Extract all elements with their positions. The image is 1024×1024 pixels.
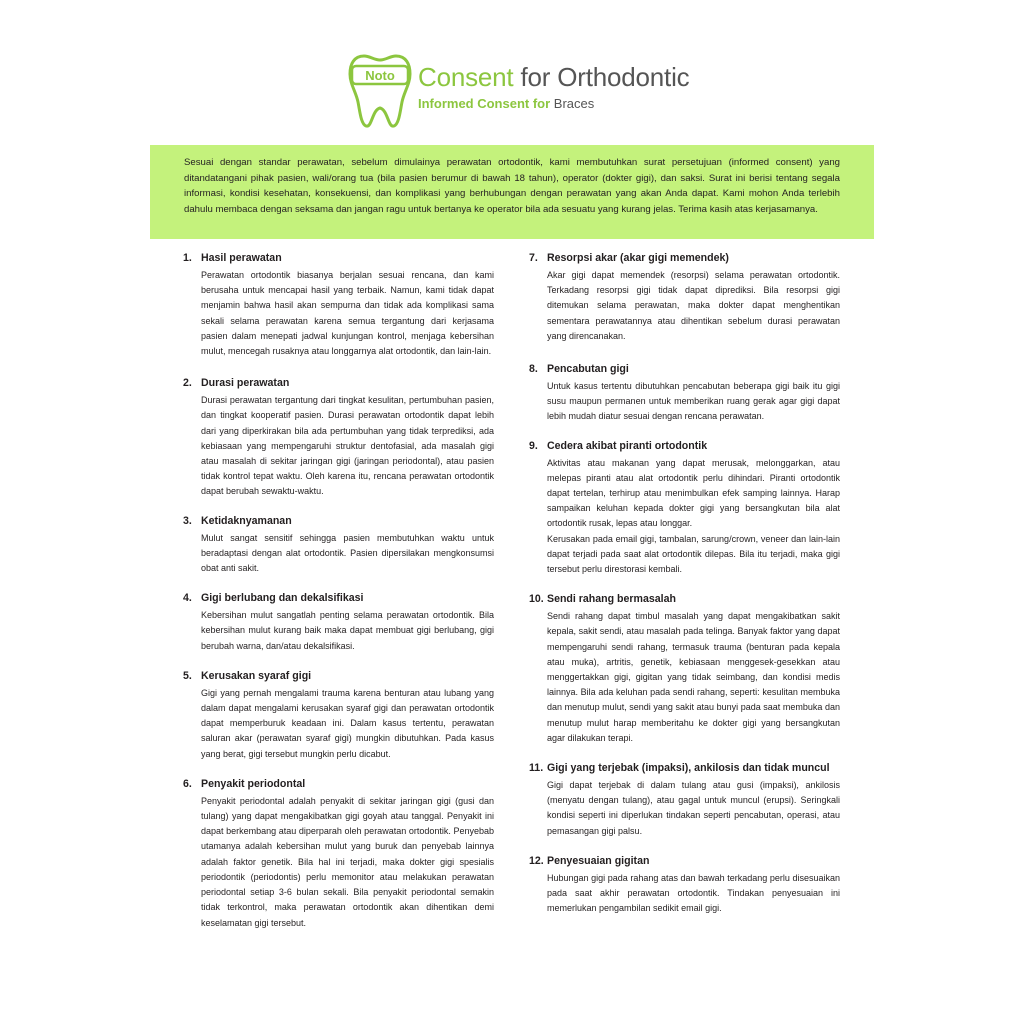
section-paragraph: Hubungan gigi pada rahang atas dan bawah terkadang perlu disesuaikan pada saat akhir perawatan ortodontik. Tindakan penyesuaian ini memerlukan pengambilan sedikit email gigi. [547, 872, 840, 914]
section-heading [183, 376, 494, 391]
section-heading [529, 592, 840, 607]
section-title: Ketidaknyamanan [201, 514, 292, 527]
section-number: 3. [183, 514, 192, 527]
section-title: Gigi yang terjebak (impaksi), ankilosis dan tidak muncul [547, 762, 830, 775]
section-paragraph: Kebersihan mulut sangatlah penting selama perawatan ortodontik. Bila kebersihan mulut kurang baik maka dapat membuat gigi berlubang, gigi berubah warna, dan/atau dekalsifikasi. [201, 610, 494, 651]
section-title: Pencabutan gigi [547, 363, 629, 376]
section-number: 5. [183, 669, 192, 682]
section-10 [529, 592, 840, 746]
section-paragraph: Akar gigi dapat memendek (resorpsi) selama perawatan ortodontik. Terkadang resorpsi gigi tidak dapat diprediksi. Bila resorpsi gigi ditemukan selama perawatan, maka dokter dapat menghentikan sementara perawatannya atau dihentikan sebelum durasi perawatan yang direncanakan. [547, 270, 840, 341]
tooth-logo-icon [348, 50, 412, 130]
document-subtitle [418, 96, 594, 111]
column-right [529, 251, 840, 917]
section-body [201, 268, 494, 359]
section-4 [183, 591, 494, 654]
section-paragraph: Gigi yang pernah mengalami trauma karena benturan atau lubang yang dalam dapat mengalami kerusakan syaraf gigi dan perawatan ortodontik dapat memperburuk keadaan ini. Dalam kasus tertentu, perawatan saluran akar (perawatan syaraf gigi) mungkin dibutuhkan. Pada kasus yang berat, gigi tersebut mungkin perlu dicabut. [201, 687, 494, 759]
section-title: Gigi berlubang dan dekalsifikasi [201, 592, 364, 605]
logo-text: Noto [365, 68, 395, 83]
section-3 [183, 514, 494, 577]
section-body [201, 531, 494, 577]
section-body [547, 456, 840, 578]
section-paragraph: Durasi perawatan tergantung dari tingkat kesulitan, pertumbuhan pasien, dan tingkat kooperatif pasien. Durasi perawatan ortodontik dapat lebih dari yang diperkirakan bila ada pertumbuhan yang tidak terprediksi, ada kebiasaan yang mempengaruhi struktur dentofasial, ada masalah gigi atau masalah di sekitar jaringan gigi (jaringan periodontal), atau pasien tidak kontrol tepat waktu. Oleh karena itu, rencana perawatan ortodontik dapat berubah sewaktu-waktu. [201, 395, 494, 497]
section-number: 6. [183, 777, 192, 790]
section-paragraph: Kerusakan pada email gigi, tambalan, sarung/crown, veneer dan lain-lain dapat terjadi pada saat alat ortodontik dilepas. Bila itu terjadi, maka gigi tersebut perlu direstorasi kembali. [547, 533, 840, 575]
subtitle-accent: Informed Consent for [418, 96, 551, 111]
section-heading [183, 777, 494, 792]
section-paragraph: Mulut sangat sensitif sehingga pasien membutuhkan waktu untuk beradaptasi dengan alat ortodontik. Pasien dipersilakan mengkonsumsi obat anti sakit. [201, 532, 494, 574]
column-left [183, 251, 494, 931]
section-heading [183, 251, 494, 266]
section-number: 10. [529, 593, 544, 606]
section-paragraph: Sendi rahang dapat timbul masalah yang dapat mengakibatkan sakit kepala, sakit sendi, atau masalah pada telinga. Banyak faktor yang dapat mempengaruhi sendi rahang, termasuk trauma (benturan pada kepala atau muka), artritis, genetik, kebiasaan menggesek-gesekkan atau menggertakkan gigi, gigitan yang tidak seimbang, dan kondisi medis lainnya. Bila ada keluhan pada sendi rahang, seperti: kesulitan membuka dan menutup mulut, sendi yang sakit atau bunyi pada saat membuka dan menutup mulut harap memberitahu ke dokter gigi yang bersangkutan agar dilakukan terapi. [547, 611, 840, 743]
section-body [547, 871, 840, 917]
section-title: Sendi rahang bermasalah [547, 593, 676, 606]
section-body [547, 379, 840, 425]
title-accent: Consent [418, 62, 514, 92]
section-9 [529, 439, 840, 578]
section-heading [529, 362, 840, 377]
section-heading [183, 591, 494, 606]
section-number: 8. [529, 363, 538, 376]
section-title: Kerusakan syaraf gigi [201, 669, 312, 682]
section-number: 12. [529, 854, 544, 867]
section-number: 4. [183, 592, 192, 605]
section-title: Resorpsi akar (akar gigi memendek) [547, 252, 729, 264]
section-title: Hasil perawatan [201, 252, 282, 264]
section-body [201, 393, 494, 499]
section-title: Durasi perawatan [201, 377, 290, 390]
section-body [547, 609, 840, 746]
section-body [201, 794, 494, 931]
section-body [201, 608, 494, 654]
section-number: 1. [183, 252, 192, 264]
header [348, 50, 708, 130]
section-paragraph: Perawatan ortodontik biasanya berjalan sesuai rencana, dan kami berusaha untuk mencapai hasil yang terbaik. Namun, kami tidak dapat menjamin bahwa hasil akan sempurna dan tidak ada komplikasi sama sekali selama perawatan karena semua tergantung dari kerjasama pasien dalam menepati jadwal kunjungan kontrol, menjaga kebersihan mulut, mencegah rusaknya atau longgarnya alat ortodontik, dan lain-lain. [201, 270, 494, 357]
section-body [201, 686, 494, 762]
section-paragraph: Penyakit periodontal adalah penyakit di sekitar jaringan gigi (gusi dan tulang) yang dapat mengakibatkan gigi goyah atau tanggal. Penyakit ini dapat berkembang atau diperparah oleh perawatan ortodontik. Penyebab utamanya adalah kebersihan mulut yang buruk dan penyebab lainnya adalah faktor genetik. Bila hal ini terjadi, maka dokter gigi spesialis periodontik (periodontis) perlu memonitor atau melakukan perawatan periodontal setiap 3-6 bulan sekali. Bila penyakit periodontal semakin tidak terkontrol, maka perawatan ortodontik akan dihentikan demi keselamatan gigi tersebut. [201, 795, 494, 928]
section-number: 9. [529, 439, 538, 452]
section-11 [529, 761, 840, 839]
section-6 [183, 777, 494, 931]
section-body [547, 268, 840, 344]
section-number: 11. [529, 762, 544, 775]
section-12 [529, 854, 840, 917]
subtitle-rest: Braces [550, 96, 595, 111]
section-paragraph: Gigi dapat terjebak di dalam tulang atau gusi (impaksi), ankilosis (menyatu dengan tulang), atau gagal untuk muncul (erupsi). Seringkali kondisi seperti ini diperlukan tindakan seperti pencabutan, operasi, atau pemasangan gigi palsu. [547, 780, 840, 836]
section-8 [529, 362, 840, 425]
section-heading [529, 761, 840, 776]
section-paragraph: Untuk kasus tertentu dibutuhkan pencabutan beberapa gigi baik itu gigi susu maupun permanen untuk memberikan ruang gerak agar gigi dapat lebih mudah diatur sesuai dengan rencana perawatan. [547, 381, 840, 422]
section-heading [183, 669, 494, 684]
section-number: 2. [183, 377, 192, 390]
section-heading [183, 514, 494, 529]
title-rest: for Orthodontic [513, 62, 690, 92]
section-heading [529, 854, 840, 869]
section-title: Penyakit periodontal [201, 777, 306, 790]
section-7 [529, 251, 840, 344]
document-title [418, 62, 689, 93]
intro-box [150, 145, 874, 239]
section-number: 7. [529, 252, 538, 264]
section-body [547, 778, 840, 839]
section-2 [183, 376, 494, 499]
section-title: Penyesuaian gigitan [547, 854, 650, 867]
section-title: Cedera akibat piranti ortodontik [547, 439, 708, 452]
section-heading [529, 439, 840, 454]
section-heading [529, 251, 840, 266]
section-paragraph: Aktivitas atau makanan yang dapat merusak, melonggarkan, atau melepas piranti atau alat ortodontik perlu dihindari. Piranti ortodontik dapat tertelan, terhirup atau menimbulkan efek samping lainnya. Harap sampaikan keluhan kepada dokter gigi yang bersangkutan bila alat ortodontik rusak, lepas atau longgar. [547, 457, 840, 529]
intro-text: Sesuai dengan standar perawatan, sebelum dimulainya perawatan ortodontik, kami membutuhkan surat persetujuan (informed consent) yang ditandatangani pihak pasien, wali/orang tua (bila pasien berumur di bawah 18 tahun), operator (dokter gigi), dan saksi. Surat ini berisi tentang segala informasi, kondisi kesehatan, konsekuensi, dan komplikasi yang berhubungan dengan perawatan yang akan Anda dapat. Kami mohon Anda terlebih dahulu membaca dengan seksama dan jangan ragu untuk bertanya ke operator bila ada sesuatu yang kurang jelas. Terima kasih atas kerjasamanya. [184, 157, 840, 215]
section-5 [183, 669, 494, 762]
section-1 [183, 251, 494, 359]
